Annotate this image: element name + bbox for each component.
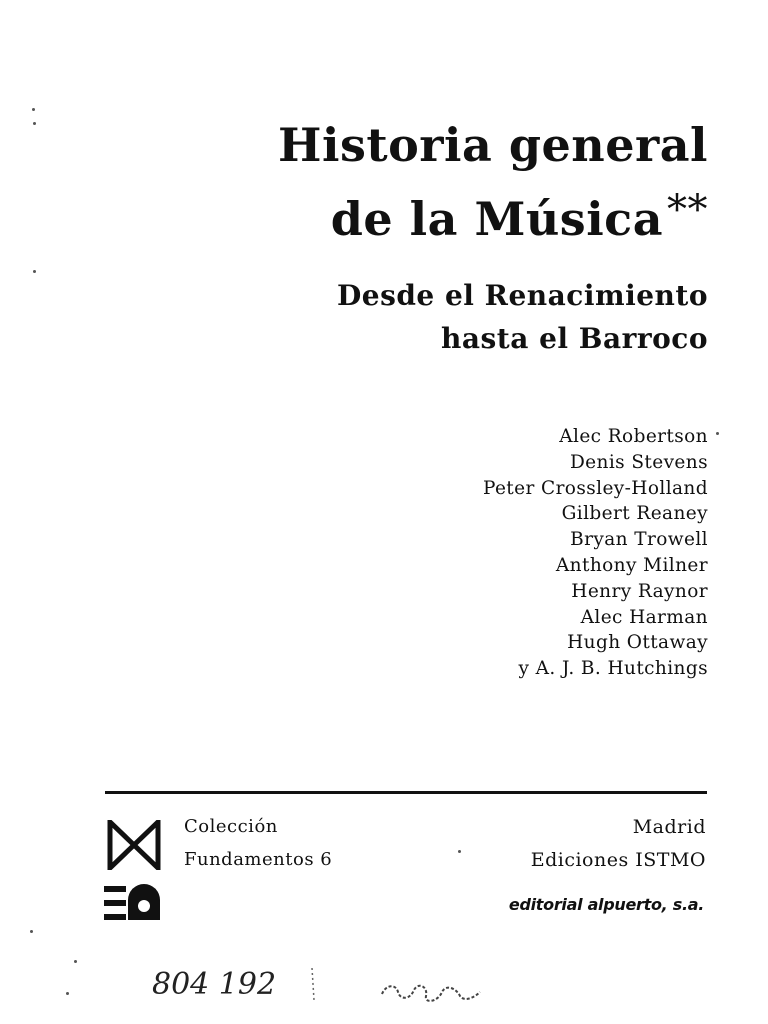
- author: y A. J. B. Hutchings: [518, 658, 708, 680]
- scan-speck: [32, 108, 35, 111]
- imprint-city: Madrid: [632, 816, 706, 838]
- stamp-mark: [376, 978, 486, 1008]
- author-list: [483, 424, 708, 682]
- author: Gilbert Reaney: [561, 503, 708, 525]
- book-title-line-2-text: de la Música: [330, 192, 663, 246]
- collection-logo-icon: [107, 820, 161, 870]
- author: Anthony Milner: [555, 554, 708, 576]
- handwritten-note: [148, 960, 323, 1006]
- handwritten-note-text: 804 192: [152, 967, 277, 1002]
- scan-speck: [66, 992, 69, 995]
- publisher-name: editorial alpuerto, s.a.: [508, 895, 704, 914]
- scan-speck: [33, 122, 36, 125]
- istmo-logo-icon: [104, 884, 164, 922]
- author: Henry Raynor: [571, 580, 708, 602]
- scan-speck: [30, 930, 33, 933]
- book-title-line-2: [330, 187, 708, 246]
- subtitle-line-2: hasta el Barroco: [441, 322, 708, 355]
- book-title-line-1: Historia general: [278, 118, 708, 172]
- author: Alec Harman: [580, 606, 708, 628]
- collection-label: Colección: [184, 816, 278, 837]
- divider-rule: [105, 791, 707, 794]
- scan-speck: [716, 432, 719, 435]
- imprint-editions: Ediciones ISTMO: [530, 849, 706, 871]
- subtitle-line-1: Desde el Renacimiento: [336, 279, 708, 312]
- author: Peter Crossley-Holland: [482, 477, 708, 499]
- volume-stars: **: [667, 187, 708, 233]
- author: Bryan Trowell: [570, 529, 708, 551]
- scan-speck: [74, 960, 77, 963]
- author: Hugh Ottaway: [567, 632, 708, 654]
- collection-series: Fundamentos 6: [184, 849, 333, 870]
- scan-speck: [458, 850, 461, 853]
- author: Alec Robertson: [559, 426, 708, 447]
- scan-speck: [33, 270, 36, 273]
- author: Denis Stevens: [569, 451, 708, 473]
